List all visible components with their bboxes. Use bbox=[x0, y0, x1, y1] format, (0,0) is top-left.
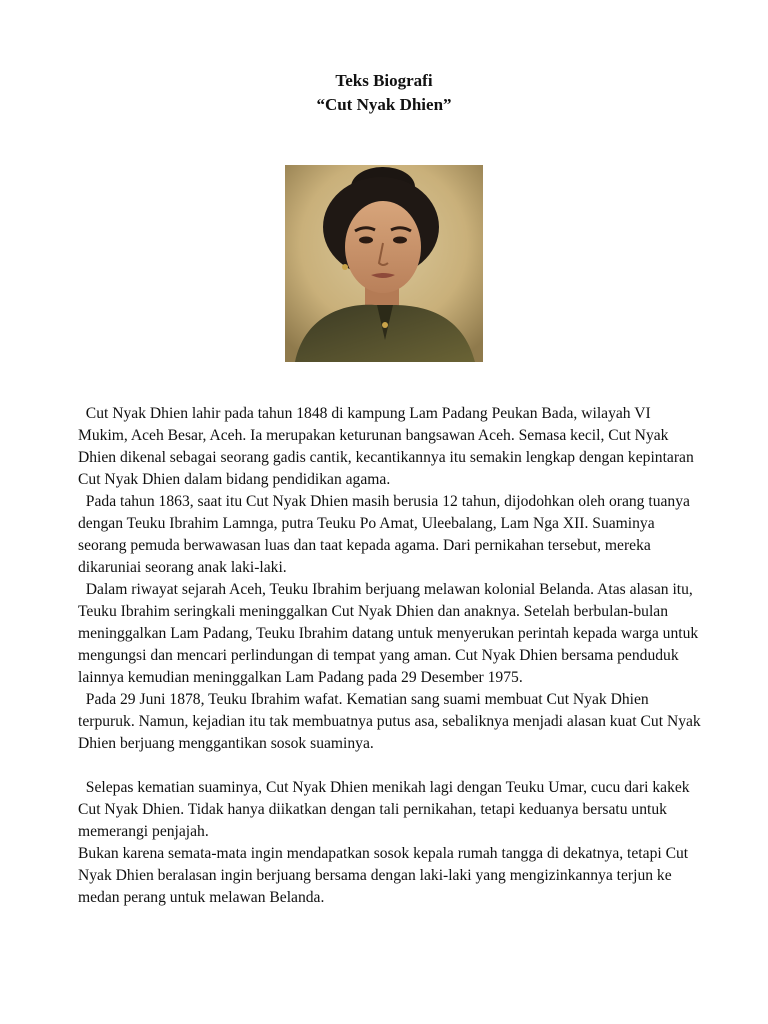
document-subtitle: “Cut Nyak Dhien” bbox=[316, 95, 452, 114]
paragraph-2: Pada tahun 1863, saat itu Cut Nyak Dhien masih berusia 12 tahun, dijodohkan oleh orang tuanya dengan Teuku Ibrahim Lamnga, putra Teuku Po Amat, Uleebalang, Lam Nga XII. Suaminya seorang pemuda berwawasan luas dan taat kepada agama. Dari pernikahan tersebut, mereka dikaruniai seorang anak laki-laki. bbox=[78, 493, 694, 576]
paragraph-1: Cut Nyak Dhien lahir pada tahun 1848 di kampung Lam Padang Peukan Bada, wilayah VI Mukim, Aceh Besar, Aceh. Ia merupakan keturunan bangsawan Aceh. Semasa kecil, Cut Nyak Dhien dikenal sebagai seorang gadis cantik, kecantikannya itu semakin lengkap dengan kepintaran Cut Nyak Dhien dalam bidang pendidikan agama. bbox=[78, 405, 698, 488]
paragraph-3: Dalam riwayat sejarah Aceh, Teuku Ibrahim berjuang melawan kolonial Belanda. Atas alasan itu, Teuku Ibrahim seringkali meninggalkan Cut Nyak Dhien dan anaknya. Setelah berbulan-bulan meninggalkan Lam Padang, Teuku Ibrahim datang untuk menyerukan perintah kepada warga untuk mengungsi dan mencari perlindungan di tempat yang aman. Cut Nyak Dhien bersama penduduk lainnya kemudian meninggalkan Lam Padang pada 29 Desember 1975. bbox=[78, 581, 703, 686]
biography-text bbox=[78, 403, 703, 909]
paragraph-gap bbox=[78, 755, 703, 777]
paragraph-5: Selepas kematian suaminya, Cut Nyak Dhien menikah lagi dengan Teuku Umar, cucu dari kakek Cut Nyak Dhien. Tidak hanya diikatkan dengan tali pernikahan, tetapi keduanya bersatu untuk memerangi penjajah. bbox=[78, 779, 694, 840]
portrait-painting-icon bbox=[285, 165, 483, 362]
paragraph-6: Bukan karena semata-mata ingin mendapatkan sosok kepala rumah tangga di dekatnya, tetapi Cut Nyak Dhien beralasan ingin berjuang bersama dengan laki-laki yang mengizinkannya terjun ke medan perang untuk melawan Belanda. bbox=[78, 845, 693, 906]
paragraph-4: Pada 29 Juni 1878, Teuku Ibrahim wafat. Kematian sang suami membuat Cut Nyak Dhien terpuruk. Namun, kejadian itu tak membuatnya putus asa, sebaliknya menjadi alasan kuat Cut Nyak Dhien berjuang menggantikan sosok suaminya. bbox=[78, 691, 705, 752]
document-title: Teks Biografi bbox=[335, 71, 433, 90]
